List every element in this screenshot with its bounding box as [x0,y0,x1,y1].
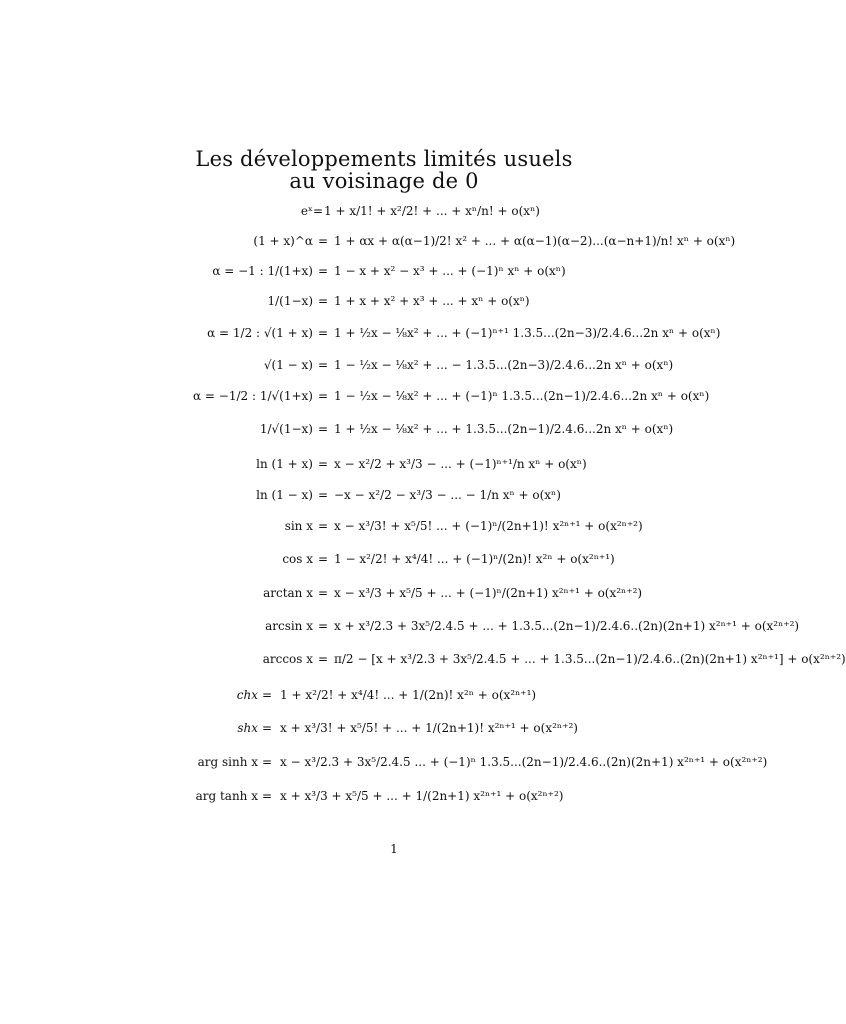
page-title-line-2: au voisinage de 0 [289,169,479,193]
formula-equals: = [318,457,329,471]
formula-rhs: x + x³/3! + x⁵/5! + ... + 1/(2n+1)! x²ⁿ⁺¹ + o(x²ⁿ⁺²) [280,721,578,735]
formula-row-cosh [0,688,768,712]
formula-equals: = [318,326,329,340]
formula-row-sin [0,519,768,543]
formula-lhs: α = −1/2 : 1/√(1+x) [193,389,313,403]
formula-row-alpha-minus-one [0,264,768,288]
formula-lhs: arg sinh x [197,755,258,769]
formula-rhs: 1 + ½x − ⅛x² + ... + 1.3.5...(2n−1)/2.4.6...2n xⁿ + o(xⁿ) [334,422,674,436]
formula-rhs: x − x³/3 + x⁵/5 + ... + (−1)ⁿ/(2n+1) x²ⁿ⁺¹ + o(x²ⁿ⁺²) [334,586,643,600]
formula-row-geometric [0,294,768,318]
formula-equals: = [318,234,329,248]
formula-rhs: x − x²/2 + x³/3 − ... + (−1)ⁿ⁺¹/n xⁿ + o(xⁿ) [334,457,587,471]
formula-lhs: cos x [282,552,313,566]
formula-rhs: 1 + x²/2! + x⁴/4! ... + 1/(2n)! x²ⁿ + o(x²ⁿ⁺¹) [280,688,537,702]
formula-equals: = [262,755,273,769]
formula-row-inv-sqrt-plus [0,389,768,413]
formula-lhs: sin x [284,519,313,533]
formula-lhs: chx [236,688,258,702]
formula-row-arccos [0,652,846,676]
formula-rhs: 1 + αx + α(α−1)/2! x² + ... + α(α−1)(α−2)...(α−n+1)/n! xⁿ + o(xⁿ) [334,234,736,248]
formula-rhs: x + x³/2.3 + 3x⁵/2.4.5 + ... + 1.3.5...(2n−1)/2.4.6..(2n)(2n+1) x²ⁿ⁺¹ + o(x²ⁿ⁺²) [334,619,800,633]
page-title-line-1: Les développements limités usuels [195,147,573,171]
formula-row-cos [0,552,768,576]
formula-lhs: arccos x [262,652,313,666]
formula-lhs: arctan x [263,586,313,600]
formula-rhs: 1 + ½x − ⅛x² + ... + (−1)ⁿ⁺¹ 1.3.5...(2n−3)/2.4.6...2n xⁿ + o(xⁿ) [334,326,721,340]
formula-lhs: (1 + x)^α [253,234,313,248]
formula-equals: = [318,389,329,403]
formula-row-inv-sqrt-minus [0,422,768,446]
formula-row-arctan [0,586,768,610]
formula-row-sqrt-minus [0,358,768,382]
formula-rhs: x − x³/3! + x⁵/5! ... + (−1)ⁿ/(2n+1)! x²ⁿ⁺¹ + o(x²ⁿ⁺²) [334,519,643,533]
formula-lhs: α = −1 : 1/(1+x) [212,264,313,278]
formula-rhs: 1 − ½x − ⅛x² + ... − 1.3.5...(2n−3)/2.4.6...2n xⁿ + o(xⁿ) [334,358,674,372]
formula-lhs: eˣ [300,204,313,218]
formula-lhs: shx [237,721,258,735]
formula-row-arg-sinh [0,755,768,779]
formula-row-exp [0,204,768,228]
formula-lhs: ln (1 − x) [256,488,313,502]
formula-lhs: 1/√(1−x) [259,422,313,436]
formula-equals: = [313,204,324,218]
formula-rhs: 1 + x/1! + x²/2! + ... + xⁿ/n! + o(xⁿ) [324,204,540,218]
formula-equals: = [318,422,329,436]
formula-equals: = [318,358,329,372]
formula-row-arcsin [0,619,800,643]
formula-rhs: 1 + x + x² + x³ + ... + xⁿ + o(xⁿ) [334,294,530,308]
formula-row-binomial [0,234,768,258]
formula-row-sinh [0,721,768,745]
formula-equals: = [318,652,329,666]
formula-row-ln-minus [0,488,768,512]
formula-row-sqrt-plus [0,326,768,350]
formula-lhs: arg tanh x [195,789,258,803]
formula-equals: = [318,552,329,566]
formula-lhs: α = 1/2 : √(1 + x) [207,326,313,340]
formula-equals: = [318,294,329,308]
formula-equals: = [262,721,273,735]
formula-lhs: 1/(1−x) [267,294,313,308]
formula-row-arg-tanh [0,789,768,813]
formula-lhs: arcsin x [265,619,313,633]
formula-equals: = [262,789,273,803]
formula-equals: = [318,264,329,278]
formula-equals: = [262,688,273,702]
formula-lhs: ln (1 + x) [256,457,313,471]
formula-rhs: π/2 − [x + x³/2.3 + 3x⁵/2.4.5 + ... + 1.3.5...(2n−1)/2.4.6..(2n)(2n+1) x²ⁿ⁺¹] + o(x²ⁿ⁺²) [334,652,846,666]
formula-rhs: 1 − ½x − ⅛x² + ... + (−1)ⁿ 1.3.5...(2n−1)/2.4.6...2n xⁿ + o(xⁿ) [334,389,710,403]
formula-rhs: 1 − x²/2! + x⁴/4! ... + (−1)ⁿ/(2n)! x²ⁿ + o(x²ⁿ⁺¹) [334,552,615,566]
page-number: 1 [390,842,398,856]
formula-equals: = [318,619,329,633]
formula-row-ln-plus [0,457,768,481]
formula-equals: = [318,586,329,600]
formula-rhs: −x − x²/2 − x³/3 − ... − 1/n xⁿ + o(xⁿ) [334,488,561,502]
formula-equals: = [318,488,329,502]
formula-rhs: 1 − x + x² − x³ + ... + (−1)ⁿ xⁿ + o(xⁿ) [334,264,566,278]
formula-equals: = [318,519,329,533]
formula-rhs: x + x³/3 + x⁵/5 + ... + 1/(2n+1) x²ⁿ⁺¹ + o(x²ⁿ⁺²) [280,789,564,803]
formula-lhs: √(1 − x) [263,358,313,372]
formula-rhs: x − x³/2.3 + 3x⁵/2.4.5 ... + (−1)ⁿ 1.3.5...(2n−1)/2.4.6..(2n)(2n+1) x²ⁿ⁺¹ + o(x²ⁿ⁺²) [280,755,768,769]
